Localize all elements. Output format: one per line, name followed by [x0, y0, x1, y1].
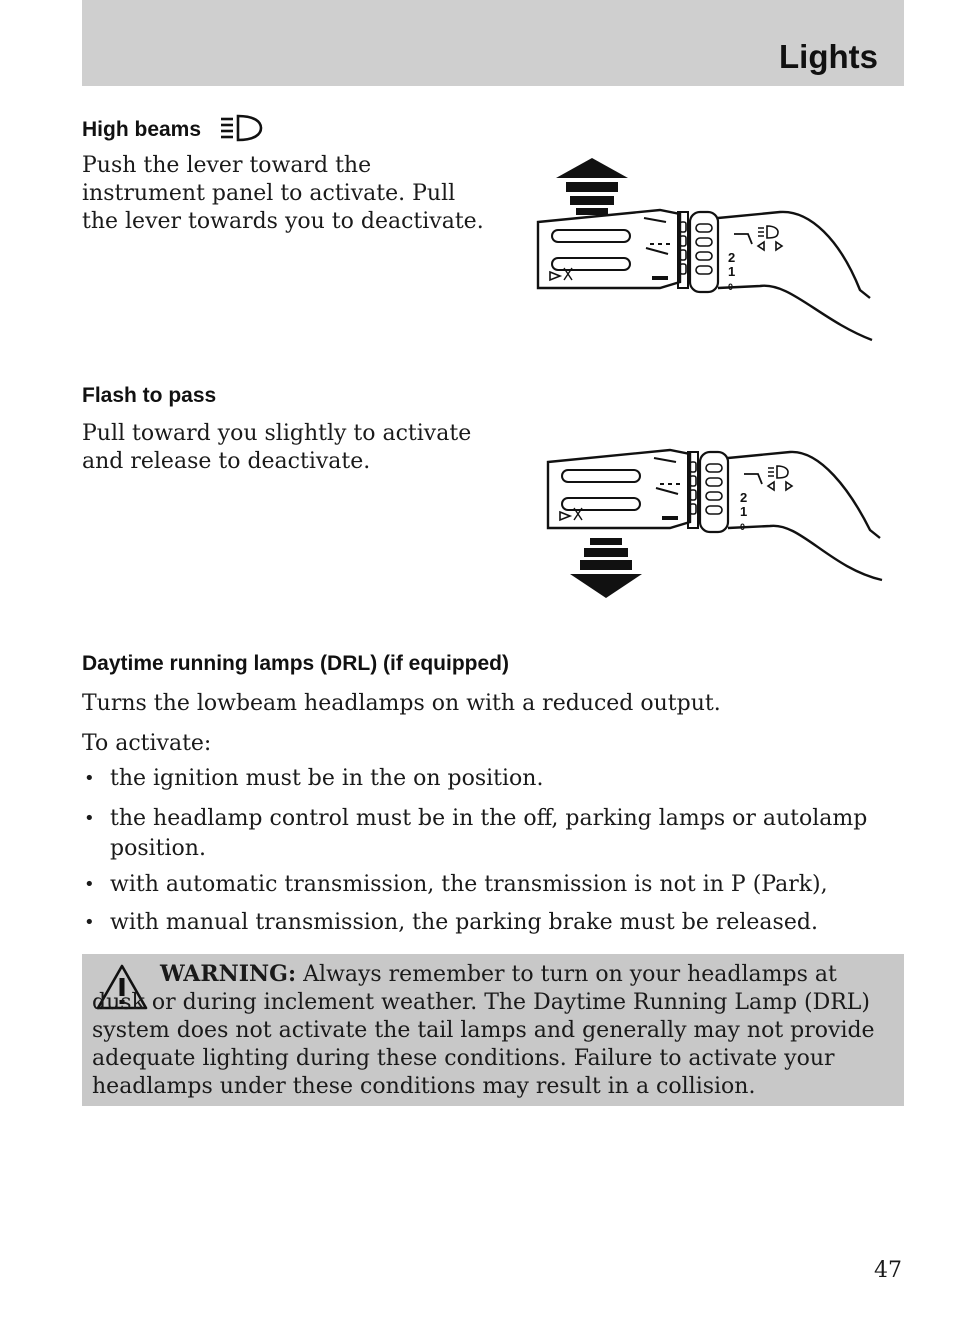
flash-to-pass-body: [82, 420, 502, 476]
high-beams-line-3: the lever towards you to deactivate.: [82, 209, 484, 234]
high-beam-small-icon: [758, 226, 778, 238]
bullet-icon: •: [84, 874, 95, 895]
bullet-icon: •: [84, 808, 95, 829]
push-arrow-icon: [556, 158, 628, 215]
header-band: [82, 0, 904, 86]
warning-body: Always remember to turn on your headlamps at dusk or during inclement weather. The Daytime Running Lamp (DRL) system does not activate the tail lamps and generally may not provide adequate lighting during these conditions. Failure to activate your headlamps under these conditions may result in a collision.: [92, 962, 875, 1099]
wiper-icon: [744, 474, 762, 484]
list-item: [82, 764, 882, 794]
drl-heading: Daytime running lamps (DRL) (if equipped): [82, 652, 510, 675]
high-beams-body: [82, 152, 502, 236]
drl-to-activate: To activate:: [82, 731, 212, 756]
speed-label-1: 1: [740, 504, 748, 519]
speed-label-2: 2: [740, 490, 748, 505]
list-item-text: the headlamp control must be in the off, parking lamps or autolamp position.: [110, 806, 868, 861]
pull-arrow-icon: [570, 538, 642, 598]
lever-push-figure: [520, 150, 880, 350]
list-item: [82, 908, 882, 938]
flash-line-2: and release to deactivate.: [82, 449, 371, 474]
bullet-icon: •: [84, 912, 95, 933]
list-item: [82, 804, 882, 864]
bullet-icon: •: [84, 768, 95, 789]
speed-label-0: 0: [740, 522, 746, 532]
list-item-text: with automatic transmission, the transmission is not in P (Park),: [110, 872, 828, 897]
flash-to-pass-heading: Flash to pass: [82, 384, 217, 407]
list-item: [82, 870, 882, 900]
high-beam-icon: [211, 114, 269, 142]
warning-text: [92, 960, 892, 1101]
high-beams-line-1: Push the lever toward the: [82, 153, 372, 178]
wiper-icon: [734, 234, 752, 244]
turn-signal-icon: [768, 482, 792, 490]
list-item-text: with manual transmission, the parking brake must be released.: [110, 910, 818, 935]
turn-signal-icon: [758, 242, 782, 250]
page-number: 47: [874, 1258, 902, 1283]
high-beams-heading-text: High beams: [82, 118, 202, 141]
speed-label-1: 1: [728, 264, 736, 279]
drl-intro: Turns the lowbeam headlamps on with a reduced output.: [82, 691, 721, 716]
high-beam-small-icon: [768, 466, 788, 478]
high-beams-line-2: instrument panel to activate. Pull: [82, 181, 456, 206]
high-beams-heading: [82, 114, 269, 142]
speed-label-2: 2: [728, 250, 736, 265]
page-title: Lights: [779, 38, 878, 75]
list-item-text: the ignition must be in the on position.: [110, 766, 544, 791]
speed-label-0: 0: [728, 282, 734, 292]
flash-line-1: Pull toward you slightly to activate: [82, 421, 472, 446]
warning-box: [82, 954, 904, 1106]
lever-pull-figure: [530, 440, 890, 610]
warning-label: WARNING:: [160, 961, 297, 987]
